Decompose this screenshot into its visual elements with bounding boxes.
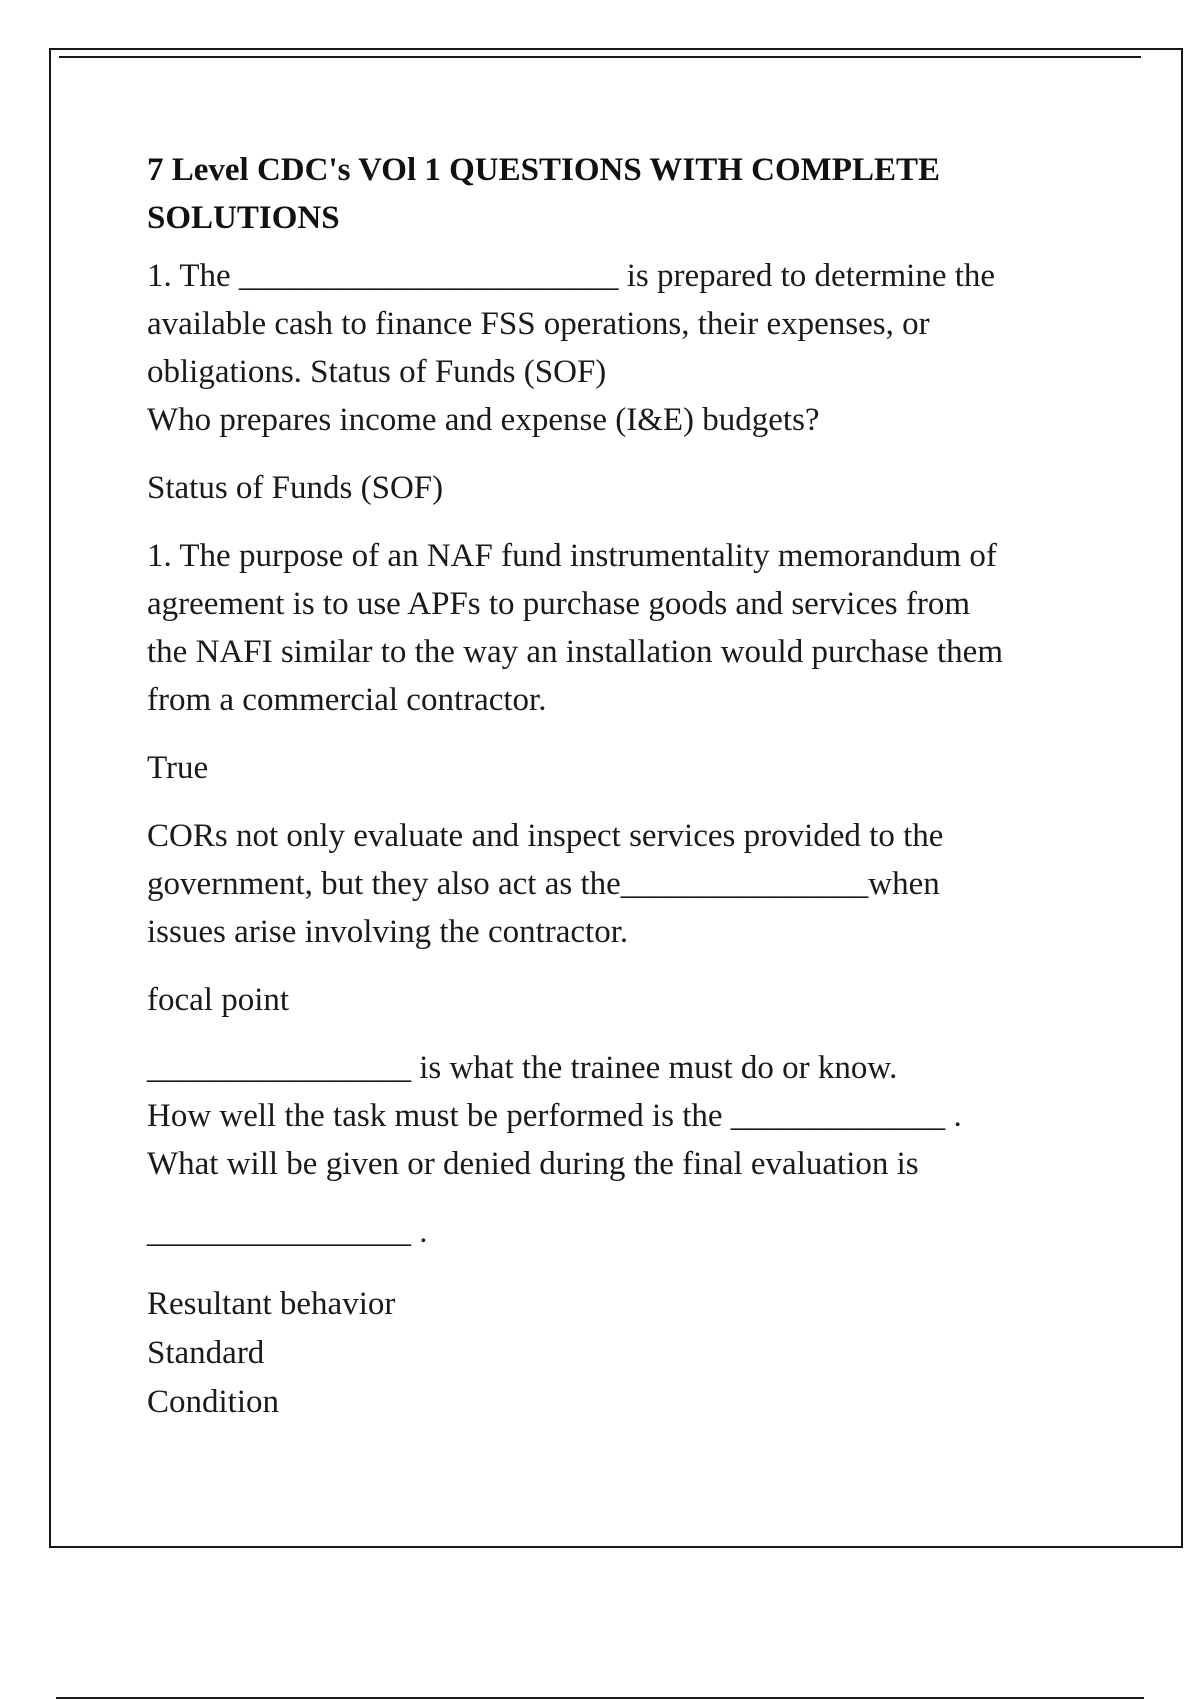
question-2-line-2: agreement is to use APFs to purchase goods and services from [147, 586, 971, 622]
question-4 [147, 1044, 1137, 1188]
question-2-line-4: from a commercial contractor. [147, 682, 547, 718]
answer-1: Status of Funds (SOF) [147, 470, 444, 506]
question-2 [147, 532, 1137, 724]
answer-4-line-1: Resultant behavior [147, 1286, 396, 1322]
answer-3: focal point [147, 982, 290, 1018]
question-4-line-1: ________________ is what the trainee must do or know. [147, 1050, 898, 1086]
question-1-line-2: available cash to finance FSS operations, their expenses, or [147, 306, 930, 342]
question-3-line-3: issues arise involving the contractor. [147, 914, 629, 950]
question-1-line-1: 1. The _______________________ is prepared to determine the [147, 258, 996, 294]
question-4-line-4: ________________ . [147, 1214, 428, 1250]
answer-4-line-2: Standard [147, 1335, 265, 1371]
question-3-line-2: government, but they also act as the_______________when [147, 866, 940, 902]
question-1 [147, 252, 1137, 444]
top-rule [59, 56, 1141, 58]
answer-4 [147, 1280, 1137, 1427]
title-line-2: SOLUTIONS [147, 200, 340, 236]
document-content [147, 146, 1137, 1447]
question-1-line-3: obligations. Status of Funds (SOF) [147, 354, 607, 390]
question-2-line-3: the NAFI similar to the way an installation would purchase them [147, 634, 1003, 670]
question-1-line-4: Who prepares income and expense (I&E) budgets? [147, 402, 820, 438]
bottom-rule [56, 1697, 1144, 1699]
question-4-line-2: How well the task must be performed is the _____________ . [147, 1098, 962, 1134]
document-title [147, 146, 1137, 242]
question-3 [147, 812, 1137, 956]
question-2-line-1: 1. The purpose of an NAF fund instrumentality memorandum of [147, 538, 997, 574]
question-4-line-3: What will be given or denied during the final evaluation is [147, 1146, 919, 1182]
page-frame [49, 48, 1183, 1548]
answer-4-line-3: Condition [147, 1384, 280, 1420]
question-3-line-1: CORs not only evaluate and inspect services provided to the [147, 818, 944, 854]
title-line-1: 7 Level CDC's VOl 1 QUESTIONS WITH COMPLETE [147, 152, 940, 188]
answer-2: True [147, 750, 209, 786]
